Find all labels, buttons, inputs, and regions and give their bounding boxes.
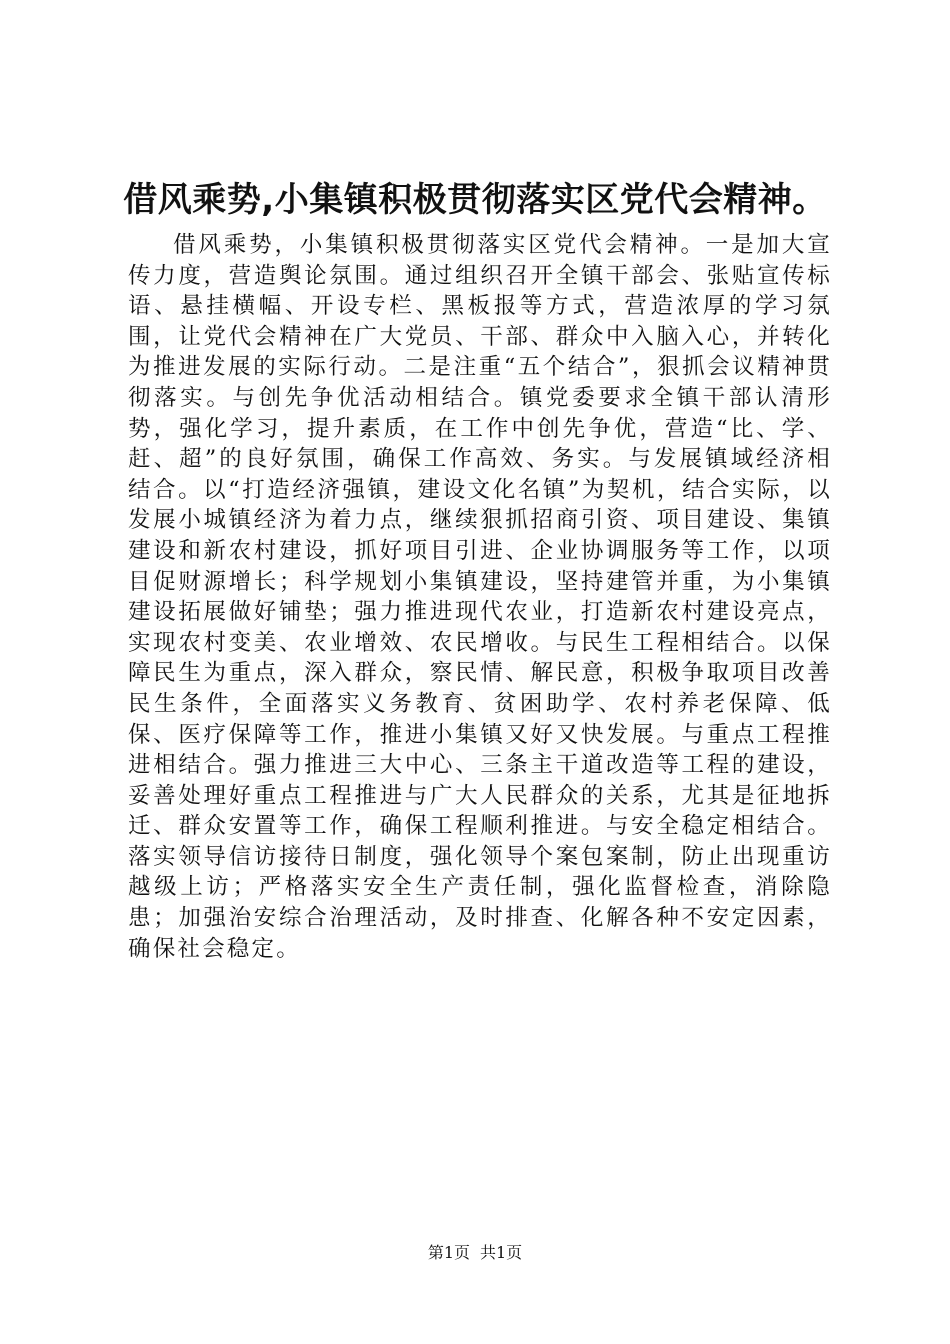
page-number-total: 共1页: [480, 1243, 523, 1262]
page-number-current: 第1页: [427, 1243, 470, 1262]
document-title: 借风乘势,小集镇积极贯彻落实区党代会精神。: [123, 180, 827, 220]
page-footer: [0, 1242, 950, 1264]
document-body-paragraph: 借风乘势，小集镇积极贯彻落实区党代会精神。一是加大宣传力度，营造舆论氛围。通过组织召开全镇干部会、张贴宣传标语、悬挂横幅、开设专栏、黑板报等方式，营造浓厚的学习氛围，让党代会精神在广大党员、干部、群众中入脑入心，并转化为推进发展的实际行动。二是注重“五个结合”，狠抓会议精神贯彻落实。与创先争优活动相结合。镇党委要求全镇干部认清形势，强化学习，提升素质，在工作中创先争优，营造“比、学、赶、超”的良好氛围，确保工作高效、务实。与发展镇域经济相结合。以“打造经济强镇，建设文化名镇”为契机，结合实际，以发展小城镇经济为着力点，继续狠抓招商引资、项目建设、集镇建设和新农村建设，抓好项目引进、企业协调服务等工作，以项目促财源增长；科学规划小集镇建设，坚持建管并重，为小集镇建设拓展做好铺垫；强力推进现代农业，打造新农村建设亮点，实现农村变美、农业增效、农民增收。与民生工程相结合。以保障民生为重点，深入群众，察民情、解民意，积极争取项目改善民生条件，全面落实义务教育、贫困助学、农村养老保障、低保、医疗保障等工作，推进小集镇又好又快发展。与重点工程推进相结合。强力推进三大中心、三条主干道改造等工程的建设，妥善处理好重点工程推进与广大人民群众的关系，尤其是征地拆迁、群众安置等工作，确保工程顺利推进。与安全稳定相结合。落实领导信访接待日制度，强化领导个案包案制，防止出现重访越级上访；严格落实安全生产责任制，强化监督检查，消除隐患；加强治安综合治理活动，及时排查、化解各种不安定因素，确保社会稳定。: [128, 232, 832, 962]
